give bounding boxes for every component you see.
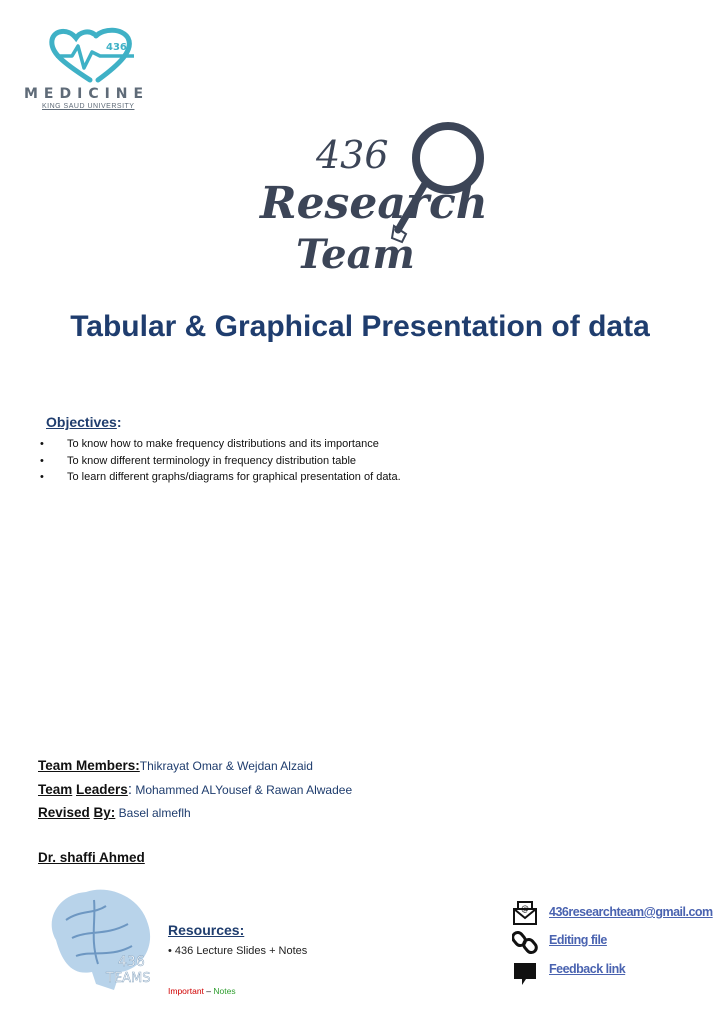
feedback-link[interactable]: Feedback link bbox=[549, 962, 626, 976]
page-title: Tabular & Graphical Presentation of data bbox=[70, 310, 650, 343]
editing-file-link[interactable]: Editing file bbox=[549, 933, 607, 947]
svg-text:Team: Team bbox=[296, 231, 415, 278]
resources-heading: Resources: bbox=[168, 922, 245, 938]
research-team-logo bbox=[256, 118, 496, 286]
objectives-list bbox=[40, 436, 401, 486]
svg-text:436: 436 bbox=[316, 133, 389, 177]
svg-text:Research: Research bbox=[260, 178, 488, 229]
list-item: • To know how to make frequency distributions and its importance bbox=[40, 438, 379, 450]
link-icon bbox=[512, 929, 538, 955]
svg-text:436: 436 bbox=[106, 42, 127, 53]
email-icon bbox=[512, 900, 538, 926]
medicine-wordmark: MEDICINE bbox=[24, 86, 150, 102]
legend-important: Important bbox=[168, 986, 204, 996]
speech-bubble-icon bbox=[512, 961, 538, 987]
doctor-name: Dr. shaffi Ahmed bbox=[38, 850, 145, 865]
team-leaders-value: Mohammed ALYousef & Rawan Alwadee bbox=[131, 783, 353, 797]
revised-by: Revised By: Basel almeflh bbox=[38, 805, 191, 820]
list-item: • To know different terminology in frequency distribution table bbox=[40, 454, 357, 467]
team-members-value: Thikrayat Omar & Wejdan Alzaid bbox=[139, 759, 313, 773]
team-members-label: Team Members: bbox=[38, 758, 140, 773]
heart-pulse-icon bbox=[22, 26, 172, 86]
revised-by-value: Basel almeflh bbox=[115, 806, 191, 820]
resources-item: • 436 Lecture Slides + Notes bbox=[168, 945, 308, 957]
svg-text:@: @ bbox=[521, 904, 529, 913]
email-link[interactable]: 436researchteam@gmail.com bbox=[549, 905, 713, 919]
color-legend: Important – Notes bbox=[168, 986, 236, 996]
legend-notes: Notes bbox=[213, 986, 236, 996]
team-members bbox=[38, 758, 313, 773]
objectives-heading: Objectives: bbox=[46, 414, 122, 430]
svg-text:TEAMS: TEAMS bbox=[106, 971, 151, 986]
university-name: KING SAUD UNIVERSITY bbox=[42, 103, 135, 110]
brain-teams-logo bbox=[36, 880, 156, 1000]
svg-text:436: 436 bbox=[118, 954, 145, 970]
team-leaders: Team Leaders: Mohammed ALYousef & Rawan Alwadee bbox=[38, 781, 353, 798]
list-item: • To learn different graphs/diagrams for graphical presentation of data. bbox=[40, 471, 401, 483]
